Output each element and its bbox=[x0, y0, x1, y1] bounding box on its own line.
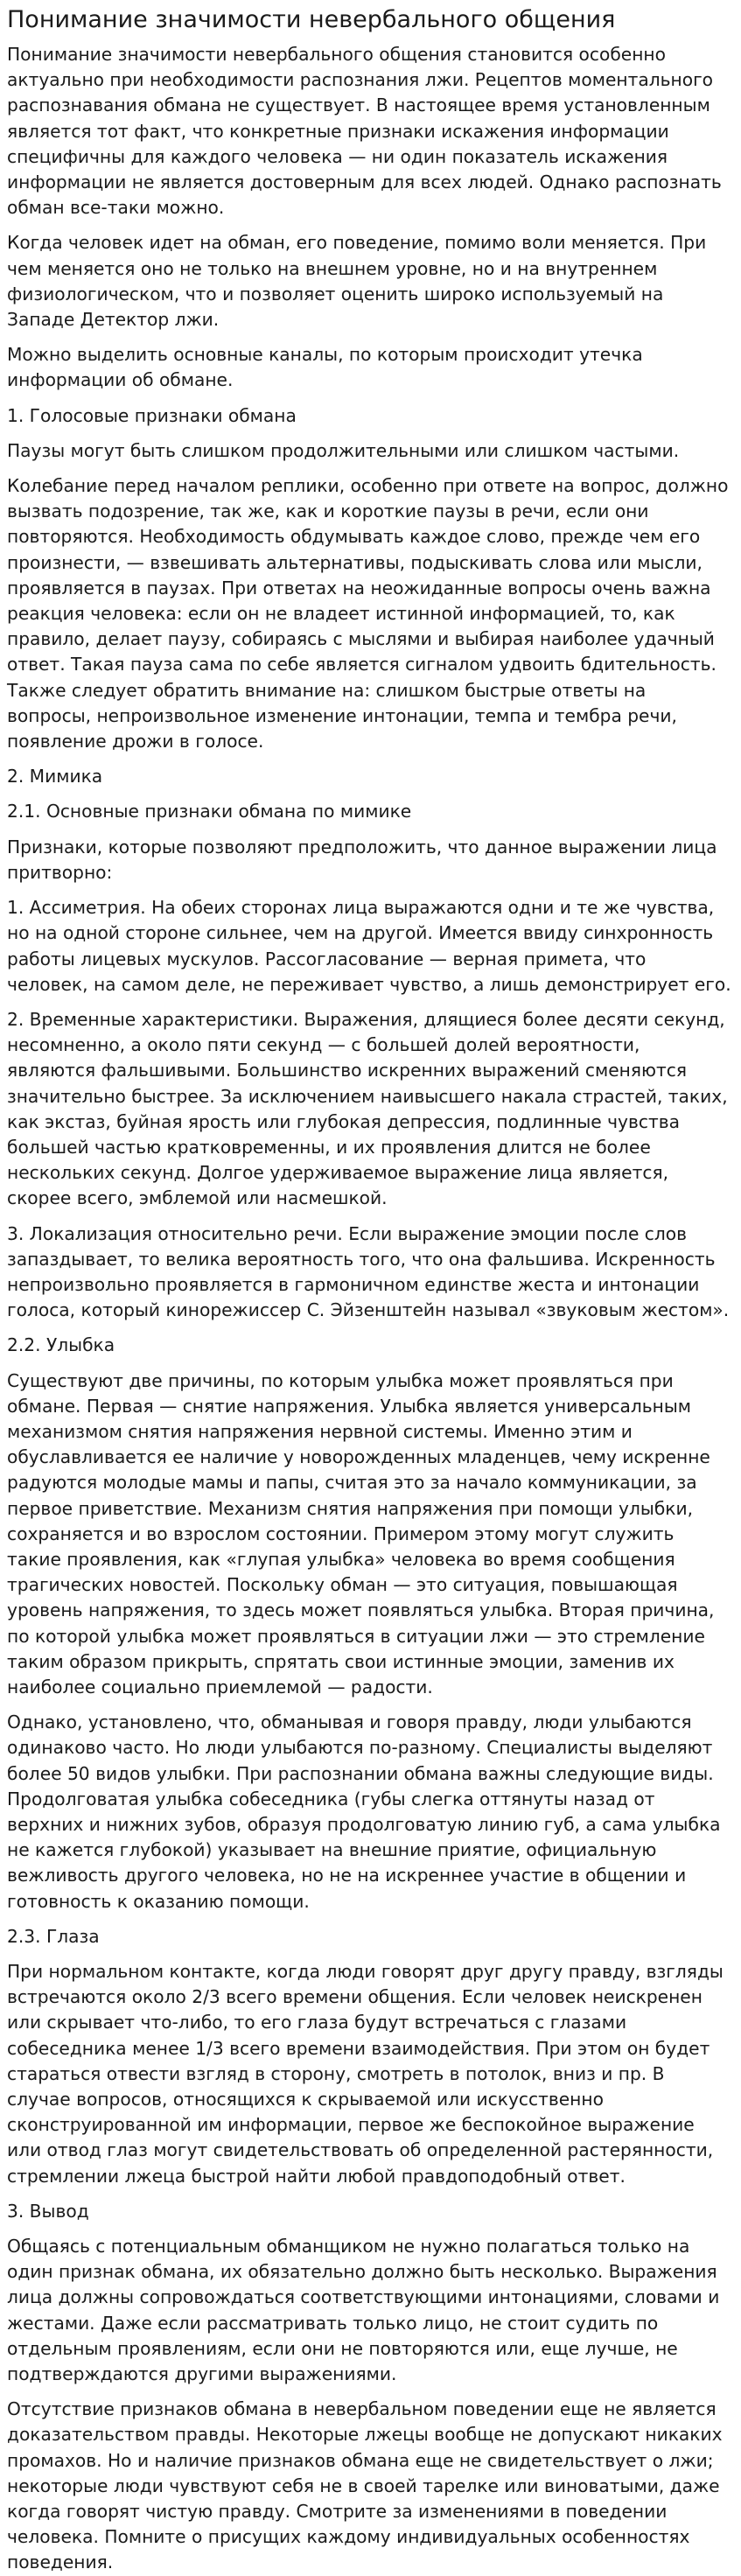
paragraph: Когда человек идет на обман, его поведение, помимо воли меняется. При чем меняется оно не только на внешнем уровне, но и на внутреннем физиологическом, что и позволяет оценить широко используемый на Западе Детектор лжи. bbox=[7, 232, 707, 331]
paragraph: Однако, установлено, что, обманывая и говоря правду, люди улыбаются одинаково часто. Но люди улыбаются по-разному. Специалисты выделяют более 50 видов улыбки. При распознании обмана важны следующие виды. Продолговатая улыбка собеседника (губы слегка оттянуты назад от верхних и нижних зубов, образуя продолговатую линию губ, а сама улыбка не кажется глубокой) указывает на внешние приятие, официальную вежливость другого человека, но не на искреннее участие в общении и готовность к оказанию помощи. bbox=[7, 1712, 721, 1912]
section-heading: 1. Голосовые признаки обмана bbox=[7, 404, 297, 426]
subsection-heading: 2.2. Улыбка bbox=[7, 1334, 115, 1356]
paragraph: Отсутствие признаков обмана в невербальном поведении еще не является доказательством правды. Некоторые лжецы вообще не допускают никаких промахов. Но и наличие признаков обмана еще не свидетельствует о лжи; некоторые люди чувствуют себя не в своей тарелке или виноватыми, даже когда говорят чистую правду. Смотрите за изменениями в поведении человека. Помните о присущих каждому индивидуальных особенностях поведения. bbox=[7, 2398, 723, 2573]
paragraph: Можно выделить основные каналы, по которым происходит утечка информации об обмане. bbox=[7, 344, 643, 391]
paragraph: 1. Ассиметрия. На обеих сторонах лица выражаются одни и те же чувства, но на одной стороне сильнее, чем на другой. Имеется ввиду синхронность работы лицевых мускулов. Рассогласование — верная примета, что человек, на самом деле, не переживает чувство, а лишь демонстрирует его. bbox=[7, 897, 731, 995]
paragraph: Общаясь с потенциальным обманщиком не нужно полагаться только на один признак обмана, их обязательно должно быть несколько. Выражения лица должны сопровождаться соответствующими интонациями, словами и жестами. Даже если рассматривать только лицо, не стоит судить по отдельным проявлениям, если они не повторяются или, еще лучше, не подтверждаются другими выражениями. bbox=[7, 2236, 720, 2385]
paragraph: Паузы могут быть слишком продолжительными или слишком частыми. bbox=[7, 439, 680, 461]
paragraph: 2. Временные характеристики. Выражения, длящиеся более десяти секунд, несомненно, а около пяти секунд — с большей долей вероятности, являются фальшивыми. Большинство искренних выражений сменяются значительно быстрее. За исключением наивысшего накала страстей, таких, как экстаз, буйная ярость или глубокая депрессия, подлинные чувства большей частью кратковременны, и их проявления длится не более нескольких секунд. Долгое удерживаемое выражение лица является, скорее всего, эмблемой или насмешкой. bbox=[7, 1008, 728, 1209]
paragraph: Признаки, которые позволяют предположить, что данное выражении лица притворно: bbox=[7, 836, 717, 883]
subsection-heading: 2.3. Глаза bbox=[7, 1925, 100, 1947]
paragraph: 3. Локализация относительно речи. Если выражение эмоции после слов запаздывает, то велика вероятность того, что она фальшива. Искренность непроизвольно проявляется в гармоничном единстве жеста и интонации голоса, который кинорежиссер С. Эйзенштейн называл «звуковым жестом». bbox=[7, 1222, 730, 1321]
paragraph: Понимание значимости невербального общения становится особенно актуально при необходимости распознания лжи. Рецептов моментального распознавания обмана не существует. В настоящее время установленным является тот факт, что конкретные признаки искажения информации специфичны для каждого человека — ни один показатель искажения информации не является достоверным для всех людей. Однако распознать обман все-таки можно. bbox=[7, 44, 722, 219]
article-title: Понимание значимости невербального общения bbox=[7, 6, 616, 33]
paragraph: При нормальном контакте, когда люди говорят друг другу правду, взгляды встречаются около 2/3 всего времени общения. Если человек неискренен или скрывает что-либо, то его глаза будут встречаться с глазами собеседника менее 1/3 всего времени взаимодействия. При этом он будет стараться отвести взгляд в сторону, смотреть в потолок, вниз и пр. В случае вопросов, относящихся к скрываемой или искусственно сконструированной им информации, первое же беспокойное выражение или отвод глаз могут свидетельствовать об определенной растерянности, стремлении лжеца быстрой найти любой правдоподобный ответ. bbox=[7, 1961, 724, 2187]
section-heading: 3. Вывод bbox=[7, 2200, 89, 2222]
paragraph: Существуют две причины, по которым улыбка может проявляться при обмане. Первая — снятие напряжения. Улыбка является универсальным механизмом снятия напряжения нервной системы. Именно этим и обуславливается ее наличие у новорожденных младенцев, чему искренне радуются молодые мамы и папы, считая это за начало коммуникации, за первое приветствие. Механизм снятия напряжения при помощи улыбки, сохраняется и во взрослом состоянии. Примером этому могут служить такие проявления, как «глупая улыбка» человека во время сообщения трагических новостей. Поскольку обман — это ситуация, повышающая уровень напряжения, то здесь может появляться улыбка. Вторая причина, по которой улыбка может проявляться в ситуации лжи — это стремление таким образом прикрыть, спрятать свои истинные эмоции, заменив их наиболее социально приемлемой — радости. bbox=[7, 1369, 715, 1698]
section-heading: 2. Мимика bbox=[7, 766, 103, 788]
subsection-heading: 2.1. Основные признаки обмана по мимике bbox=[7, 801, 412, 822]
paragraph: Колебание перед началом реплики, особенно при ответе на вопрос, должно вызвать подозрение, так же, как и короткие паузы в речи, если они повторяются. Необходимость обдумывать каждое слово, прежде чем его произнести, — взвешивать альтернативы, подыскивать слова или мысли, проявляется в паузах. При ответах на неожиданные вопросы очень важна реакция человека: если он не владеет истинной информацией, то, как правило, делает паузу, собираясь с мыслями и выбирая наиболее удачный ответ. Такая пауза сама по себе является сигналом удвоить бдительность. Также следует обратить внимание на: слишком быстрые ответы на вопросы, непроизвольное изменение интонации, темпа и тембра речи, появление дрожи в голосе. bbox=[7, 475, 729, 752]
